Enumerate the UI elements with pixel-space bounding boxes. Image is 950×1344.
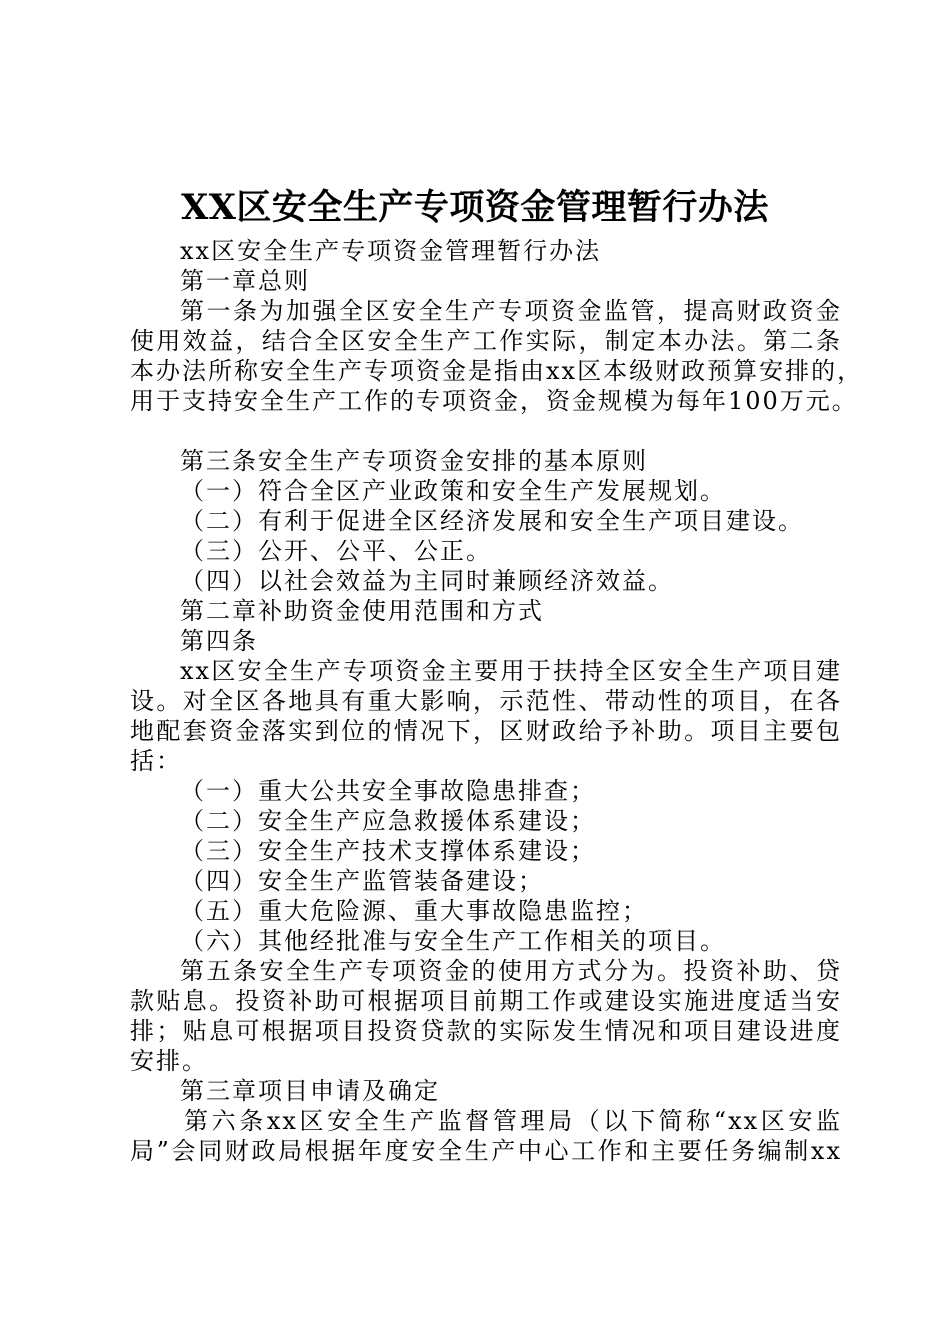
article-1-line-1: 第一条为加强全区安全生产专项资金监管，提高财政资金 — [180, 297, 842, 325]
article-6-line-2: 局”会同财政局根据年度安全生产中心工作和主要任务编制xx — [130, 1137, 842, 1165]
article-1-line-4: 用于支持安全生产工作的专项资金，资金规模为每年100万元。 — [130, 387, 858, 415]
chapter-3-heading: 第三章项目申请及确定 — [180, 1077, 440, 1105]
paragraph-gap — [130, 416, 842, 446]
article-4-item-6: （六）其他经批准与安全生产工作相关的项目。 — [180, 927, 726, 955]
article-5-line-2: 款贴息。投资补助可根据项目前期工作或建设实施进度适当安 — [130, 987, 842, 1015]
article-5-line-3: 排；贴息可根据项目投资贷款的实际发生情况和项目建设进度 — [130, 1017, 842, 1045]
chapter-2-heading: 第二章补助资金使用范围和方式 — [180, 597, 544, 625]
article-4-item-4: （四）安全生产监管装备建设； — [180, 867, 544, 895]
article-3-item-4: （四）以社会效益为主同时兼顾经济效益。 — [180, 567, 674, 595]
document-title: XX区安全生产专项资金管理暂行办法 — [181, 187, 769, 228]
article-3-item-3: （三）公开、公平、公正。 — [180, 537, 492, 565]
article-5-line-4: 安排。 — [130, 1047, 208, 1075]
article-4-item-5: （五）重大危险源、重大事故隐患监控； — [180, 897, 648, 925]
chapter-1-heading: 第一章总则 — [180, 267, 310, 295]
article-3-item-2: （二）有利于促进全区经济发展和安全生产项目建设。 — [180, 507, 804, 535]
article-3-heading: 第三条安全生产专项资金安排的基本原则 — [180, 447, 648, 475]
article-3-item-1: （一）符合全区产业政策和安全生产发展规划。 — [180, 477, 726, 505]
article-4-item-2: （二）安全生产应急救援体系建设； — [180, 807, 596, 835]
article-4-item-3: （三）安全生产技术支撑体系建设； — [180, 837, 596, 865]
article-4-heading: 第四条 — [180, 627, 258, 655]
subtitle-line: xx区安全生产专项资金管理暂行办法 — [180, 237, 602, 265]
article-4-line-3: 地配套资金落实到位的情况下，区财政给予补助。项目主要包 — [130, 717, 842, 745]
article-4-item-1: （一）重大公共安全事故隐患排查； — [180, 777, 596, 805]
article-1-line-2: 使用效益，结合全区安全生产工作实际，制定本办法。第二条 — [130, 327, 842, 355]
article-6-line-1: 第六条xx区安全生产监督管理局（以下简称“xx区安监 — [184, 1107, 842, 1135]
article-5-line-1: 第五条安全生产专项资金的使用方式分为。投资补助、贷 — [180, 957, 842, 985]
article-4-line-1: xx区安全生产专项资金主要用于扶持全区安全生产项目建 — [180, 657, 842, 685]
article-1-line-3: 本办法所称安全生产专项资金是指由xx区本级财政预算安排的， — [130, 357, 864, 385]
article-4-line-2: 设。对全区各地具有重大影响，示范性、带动性的项目，在各 — [130, 687, 842, 715]
article-4-line-4: 括： — [130, 747, 182, 775]
document-body — [130, 236, 864, 1166]
